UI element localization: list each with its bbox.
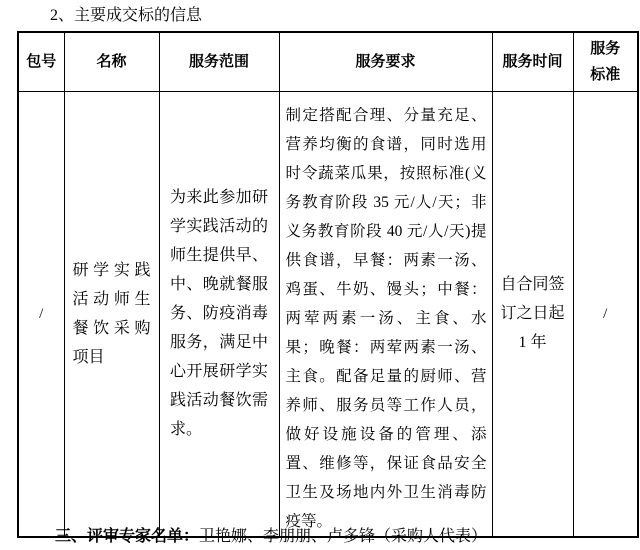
cell-service-standard [573, 91, 638, 537]
cell-service-time [492, 91, 573, 537]
expert-list-label: 三、评审专家名单： [55, 528, 200, 545]
table-row [18, 91, 638, 537]
cell-name [64, 91, 159, 537]
col-header-service-requirements [279, 32, 492, 91]
cell-service-time-value: 自合同签订之日起 1 年 [500, 276, 565, 351]
col-header-service-standard [573, 32, 638, 91]
col-header-service-time-label: 服务时间 [502, 53, 563, 70]
col-header-service-scope-label: 服务范围 [188, 53, 249, 70]
expert-list-names: 卫艳娜、李朋朋、卢多锋（采购人代表） [199, 528, 488, 545]
col-header-service-standard-label: 服务标准 [590, 40, 621, 83]
cell-service-scope-value: 为来此参加研学实践活动的师生提供早、中、晚就餐服务、防疫消毒服务，满足中心开展研学实践活动餐饮需求。 [170, 189, 268, 438]
cell-service-requirements [279, 91, 492, 537]
col-header-name-label: 名称 [96, 53, 127, 70]
col-header-service-requirements-label: 服务要求 [355, 53, 416, 70]
col-header-package-no [18, 32, 64, 91]
col-header-service-scope [159, 32, 279, 91]
expert-list-line [55, 527, 487, 547]
cell-service-requirements-value: 制定搭配合理、分量充足、营养均衡的食谱，同时选用时令蔬菜瓜果，按照标准(义务教育阶段 35 元/人/天；非义务教育阶段 40 元/人/天)提供食谱，早餐：两素一汤、鸡蛋、牛奶、馒头；中餐：两荤两素一汤、主食、水果；晚餐：两荤两素一汤、主食。配备足量的厨师、营养师、服务员等工作人员，做好设施设备的管理、添置、维修等，保证食品安全卫生及场地内外卫生消毒防疫等。 [285, 106, 487, 530]
cell-service-standard-value: / [603, 305, 608, 322]
cell-name-value: 研学实践活动师生餐饮采购项目 [72, 261, 151, 366]
cell-package-no-value: / [39, 305, 44, 322]
col-header-package-no-label: 包号 [26, 53, 57, 70]
col-header-service-time [492, 32, 573, 91]
transaction-info-table [17, 31, 639, 538]
col-header-name [64, 32, 159, 91]
cell-package-no [18, 91, 64, 537]
table-header-row [18, 32, 638, 91]
cell-service-scope [159, 91, 279, 537]
section-title: 2、主要成交标的信息 [50, 7, 203, 24]
